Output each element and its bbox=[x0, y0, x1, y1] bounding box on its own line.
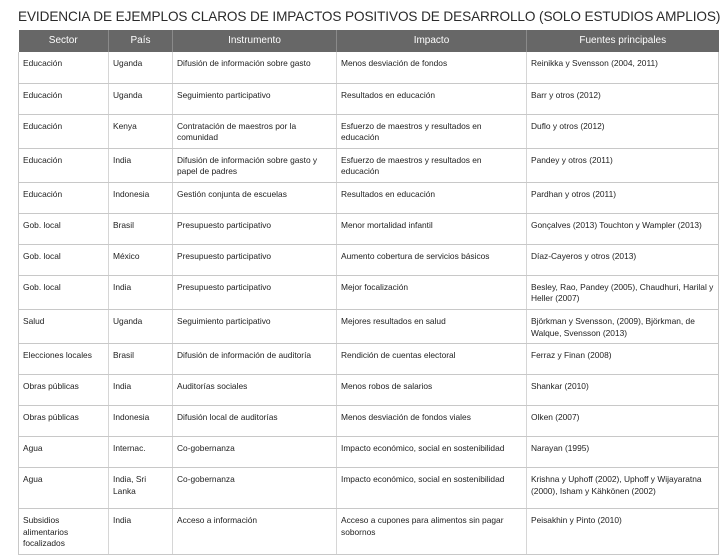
table-row bbox=[19, 275, 719, 309]
cell-instrumento: Difusión de información sobre gasto bbox=[173, 52, 337, 83]
header-instrumento: Instrumento bbox=[173, 30, 337, 52]
cell-impacto: Menos desviación de fondos viales bbox=[337, 406, 527, 437]
cell-pais: Indonesia bbox=[109, 182, 173, 213]
cell-impacto: Menos desviación de fondos bbox=[337, 52, 527, 83]
table-row bbox=[19, 83, 719, 114]
cell-pais: México bbox=[109, 244, 173, 275]
cell-instrumento: Auditorías sociales bbox=[173, 375, 337, 406]
header-sector: Sector bbox=[19, 30, 109, 52]
cell-instrumento: Acceso a información bbox=[173, 509, 337, 555]
cell-fuentes: Björkman y Svensson, (2009), Björkman, de Walque, Svensson (2013) bbox=[527, 310, 719, 344]
cell-instrumento: Presupuesto participativo bbox=[173, 275, 337, 309]
cell-instrumento: Co-gobernanza bbox=[173, 437, 337, 468]
cell-sector: Educación bbox=[19, 114, 109, 148]
cell-sector: Educación bbox=[19, 148, 109, 182]
cell-pais: Brasil bbox=[109, 213, 173, 244]
table-row bbox=[19, 509, 719, 555]
cell-pais: Brasil bbox=[109, 344, 173, 375]
table-row bbox=[19, 437, 719, 468]
cell-impacto: Acceso a cupones para alimentos sin pagar sobornos bbox=[337, 509, 527, 555]
table-row bbox=[19, 148, 719, 182]
cell-instrumento: Difusión de información de auditoría bbox=[173, 344, 337, 375]
cell-instrumento: Gestión conjunta de escuelas bbox=[173, 182, 337, 213]
cell-fuentes: Besley, Rao, Pandey (2005), Chaudhuri, Harilal y Heller (2007) bbox=[527, 275, 719, 309]
cell-pais: India, Sri Lanka bbox=[109, 468, 173, 509]
cell-impacto: Mejores resultados en salud bbox=[337, 310, 527, 344]
cell-fuentes: Ferraz y Finan (2008) bbox=[527, 344, 719, 375]
cell-sector: Agua bbox=[19, 468, 109, 509]
table-row bbox=[19, 52, 719, 83]
page-title: EVIDENCIA DE EJEMPLOS CLAROS DE IMPACTOS POSITIVOS DE DESARROLLO (SOLO ESTUDIOS AMPLIOS) bbox=[18, 9, 720, 24]
table-row bbox=[19, 182, 719, 213]
cell-sector: Agua bbox=[19, 437, 109, 468]
cell-impacto: Aumento cobertura de servicios básicos bbox=[337, 244, 527, 275]
cell-sector: Obras públicas bbox=[19, 406, 109, 437]
cell-fuentes: Barr y otros (2012) bbox=[527, 83, 719, 114]
table-row bbox=[19, 114, 719, 148]
cell-impacto: Resultados en educación bbox=[337, 83, 527, 114]
cell-fuentes: Gonçalves (2013) Touchton y Wampler (2013) bbox=[527, 213, 719, 244]
cell-pais: Uganda bbox=[109, 83, 173, 114]
cell-instrumento: Difusión local de auditorías bbox=[173, 406, 337, 437]
cell-pais: India bbox=[109, 148, 173, 182]
cell-sector: Salud bbox=[19, 310, 109, 344]
cell-fuentes: Pardhan y otros (2011) bbox=[527, 182, 719, 213]
cell-pais: India bbox=[109, 509, 173, 555]
cell-impacto: Esfuerzo de maestros y resultados en educación bbox=[337, 114, 527, 148]
cell-fuentes: Olken (2007) bbox=[527, 406, 719, 437]
cell-instrumento: Co-gobernanza bbox=[173, 468, 337, 509]
table-row bbox=[19, 375, 719, 406]
cell-sector: Gob. local bbox=[19, 244, 109, 275]
cell-fuentes: Pandey y otros (2011) bbox=[527, 148, 719, 182]
cell-impacto: Resultados en educación bbox=[337, 182, 527, 213]
table-row bbox=[19, 406, 719, 437]
cell-fuentes: Díaz-Cayeros y otros (2013) bbox=[527, 244, 719, 275]
table-row bbox=[19, 344, 719, 375]
cell-impacto: Rendición de cuentas electoral bbox=[337, 344, 527, 375]
table-header-row bbox=[19, 30, 719, 52]
table-row bbox=[19, 213, 719, 244]
cell-impacto: Menor mortalidad infantil bbox=[337, 213, 527, 244]
table-row bbox=[19, 244, 719, 275]
cell-instrumento: Contratación de maestros por la comunidad bbox=[173, 114, 337, 148]
cell-impacto: Menos robos de salarios bbox=[337, 375, 527, 406]
cell-impacto: Impacto económico, social en sostenibilidad bbox=[337, 437, 527, 468]
cell-fuentes: Shankar (2010) bbox=[527, 375, 719, 406]
cell-sector: Obras públicas bbox=[19, 375, 109, 406]
table-row bbox=[19, 310, 719, 344]
cell-impacto: Impacto económico, social en sostenibilidad bbox=[337, 468, 527, 509]
cell-sector: Educación bbox=[19, 52, 109, 83]
cell-instrumento: Seguimiento participativo bbox=[173, 310, 337, 344]
cell-pais: Uganda bbox=[109, 52, 173, 83]
cell-fuentes: Peisakhin y Pinto (2010) bbox=[527, 509, 719, 555]
cell-sector: Gob. local bbox=[19, 213, 109, 244]
cell-fuentes: Narayan (1995) bbox=[527, 437, 719, 468]
header-impacto: Impacto bbox=[337, 30, 527, 52]
cell-pais: Internac. bbox=[109, 437, 173, 468]
cell-sector: Elecciones locales bbox=[19, 344, 109, 375]
cell-pais: India bbox=[109, 375, 173, 406]
cell-impacto: Mejor focalización bbox=[337, 275, 527, 309]
header-fuentes: Fuentes principales bbox=[527, 30, 719, 52]
cell-pais: Uganda bbox=[109, 310, 173, 344]
cell-impacto: Esfuerzo de maestros y resultados en educación bbox=[337, 148, 527, 182]
cell-pais: Indonesia bbox=[109, 406, 173, 437]
cell-sector: Subsidios alimentarios focalizados bbox=[19, 509, 109, 555]
cell-instrumento: Difusión de información sobre gasto y papel de padres bbox=[173, 148, 337, 182]
cell-fuentes: Reinikka y Svensson (2004, 2011) bbox=[527, 52, 719, 83]
cell-fuentes: Krishna y Uphoff (2002), Uphoff y Wijayaratna (2000), Isham y Kähkönen (2002) bbox=[527, 468, 719, 509]
cell-fuentes: Duflo y otros (2012) bbox=[527, 114, 719, 148]
table-row bbox=[19, 468, 719, 509]
evidence-table bbox=[18, 30, 719, 555]
cell-instrumento: Presupuesto participativo bbox=[173, 213, 337, 244]
cell-sector: Educación bbox=[19, 182, 109, 213]
cell-sector: Educación bbox=[19, 83, 109, 114]
cell-pais: Kenya bbox=[109, 114, 173, 148]
header-pais: País bbox=[109, 30, 173, 52]
cell-instrumento: Seguimiento participativo bbox=[173, 83, 337, 114]
cell-pais: India bbox=[109, 275, 173, 309]
cell-instrumento: Presupuesto participativo bbox=[173, 244, 337, 275]
cell-sector: Gob. local bbox=[19, 275, 109, 309]
